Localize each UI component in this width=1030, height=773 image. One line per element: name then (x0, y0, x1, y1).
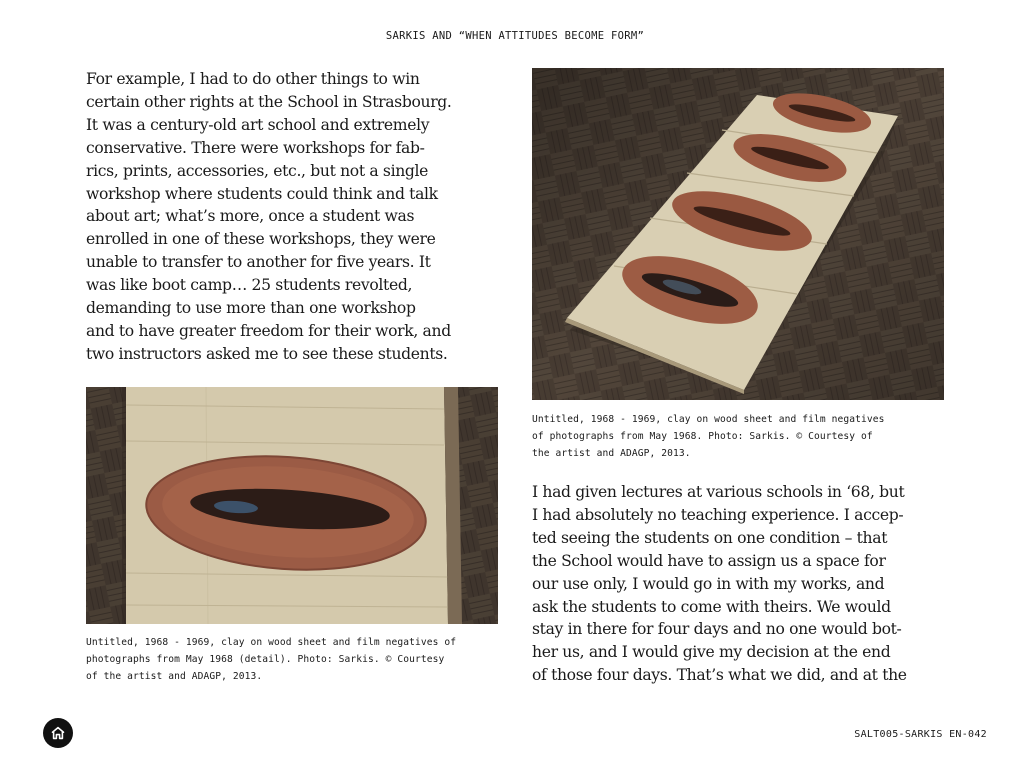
text-line: about art; what’s more, once a student was (86, 207, 415, 226)
running-title: SARKIS AND “WHEN ATTITUDES BECOME FORM” (385, 30, 645, 42)
caption-line: Untitled, 1968 - 1969, clay on wood sheet and film negatives of (86, 637, 457, 648)
text-line: I had given lectures at various schools in ‘68, but (532, 483, 905, 501)
text-line: ask the students to come with theirs. We would (532, 597, 891, 616)
caption-line: photographs from May 1968 (detail). Photo: Sarkis. © Courtesy (86, 654, 445, 665)
artwork-photo-installation (532, 68, 944, 400)
text-line: certain other rights at the School in Strasbourg. (86, 92, 452, 111)
caption-line: Untitled, 1968 - 1969, clay on wood sheet and film negatives (532, 414, 885, 425)
text-line: demanding to use more than one workshop (86, 299, 416, 318)
text-line: of those four days. That’s what we did, and at the (532, 666, 907, 685)
text-line: ted seeing the students on one condition – that (532, 528, 888, 547)
caption-left (86, 634, 456, 685)
text-line: her us, and I would give my decision at the end (532, 643, 891, 662)
text-line: stay in there for four days and no one would bot- (532, 620, 902, 639)
text-line: was like boot camp… 25 students revolted, (86, 276, 413, 295)
caption-line: the artist and ADAGP, 2013. (532, 448, 691, 459)
text-line: unable to transfer to another for five years. It (86, 253, 431, 272)
text-line: For example, I had to do other things to win (86, 70, 420, 88)
caption-line: of the artist and ADAGP, 2013. (86, 671, 263, 682)
text-line: rics, prints, accessories, etc., but not a single (86, 161, 429, 180)
text-line: I had absolutely no teaching experience. I accep- (532, 505, 904, 524)
home-button[interactable] (43, 718, 73, 748)
text-line: two instructors asked me to see these students. (86, 344, 448, 363)
text-line: It was a century-old art school and extremely (86, 115, 430, 134)
artwork-photo-detail (86, 387, 498, 624)
home-icon (50, 725, 66, 741)
text-line: conservative. There were workshops for fab- (86, 138, 425, 157)
text-line: our use only, I would go in with my works, and (532, 574, 885, 593)
text-line: and to have greater freedom for their work, and (86, 321, 451, 340)
body-text-left (86, 68, 506, 366)
caption-right (532, 411, 885, 462)
caption-line: of photographs from May 1968. Photo: Sarkis. © Courtesy of (532, 431, 873, 442)
page-identifier: SALT005-SARKIS EN-042 (854, 729, 987, 740)
text-line: workshop where students could think and talk (86, 184, 438, 203)
text-line: enrolled in one of these workshops, they were (86, 230, 436, 249)
text-line: the School would have to assign us a space for (532, 551, 886, 570)
body-text-right (532, 481, 952, 687)
